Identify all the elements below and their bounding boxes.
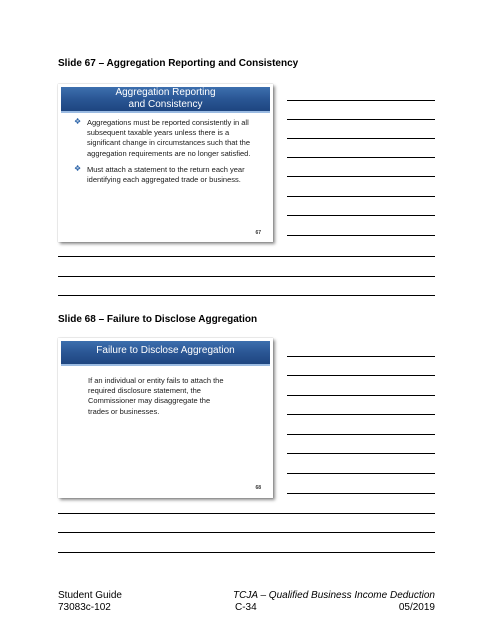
- note-line: [287, 375, 435, 376]
- note-line: [287, 235, 435, 236]
- note-line: [58, 513, 435, 514]
- note-line: [287, 434, 435, 435]
- slide-67-bullet-list: [74, 118, 255, 191]
- slide-68-title: Failure to Disclose Aggregation: [96, 345, 235, 356]
- note-line: [287, 414, 435, 415]
- slide-68-thumbnail: [58, 338, 273, 498]
- slide-67-bullet-1-text: Aggregations must be reported consistently in all subsequent taxable years unless there is a significant change in circumstances such that the aggregation requirements are no longer satisfied.: [87, 118, 251, 158]
- note-line: [287, 157, 435, 158]
- note-line: [287, 473, 435, 474]
- slide-67-title-banner: [61, 87, 270, 113]
- slide-67-bullet-2: [74, 165, 255, 185]
- slide-67-bullet-2-text: Must attach a statement to the return each year identifying each aggregated trade or business.: [87, 164, 245, 185]
- slide-67-title-line-2: and Consistency: [128, 99, 203, 110]
- slide-68-body-text: If an individual or entity fails to attach the required disclosure statement, the Commissioner may disaggregate the trades or businesses.: [88, 376, 224, 416]
- slide-67-number: 67: [255, 230, 261, 236]
- footer-page-number: C-34: [235, 602, 257, 613]
- note-line: [287, 215, 435, 216]
- diamond-bullet-icon: ❖: [74, 117, 82, 126]
- note-line: [58, 276, 435, 277]
- note-line: [287, 196, 435, 197]
- slide-67-thumbnail: [58, 84, 273, 242]
- slide-68-title-banner: [61, 341, 270, 366]
- note-line: [287, 395, 435, 396]
- note-line: [287, 493, 435, 494]
- slide-67-heading: Slide 67 – Aggregation Reporting and Consistency: [58, 58, 299, 69]
- footer-course-title: TCJA – Qualified Business Income Deduction: [233, 590, 435, 601]
- note-line: [287, 176, 435, 177]
- note-line: [287, 119, 435, 120]
- note-line: [287, 356, 435, 357]
- note-line: [58, 552, 435, 553]
- slide-68-number: 68: [255, 485, 261, 491]
- slide-67-title-line-1: Aggregation Reporting: [115, 87, 216, 98]
- footer-course-code: 73083c-102: [58, 602, 111, 613]
- note-line: [287, 138, 435, 139]
- footer-date: 05/2019: [398, 602, 435, 613]
- slide-68-heading: Slide 68 – Failure to Disclose Aggregation: [58, 314, 258, 325]
- note-line: [287, 100, 435, 101]
- footer-student-guide: Student Guide: [58, 590, 122, 601]
- note-line: [58, 532, 435, 533]
- note-line: [58, 295, 435, 296]
- note-line: [287, 453, 435, 454]
- note-line: [58, 256, 435, 257]
- diamond-bullet-icon: ❖: [74, 163, 82, 173]
- slide-67-bullet-1: [74, 118, 255, 159]
